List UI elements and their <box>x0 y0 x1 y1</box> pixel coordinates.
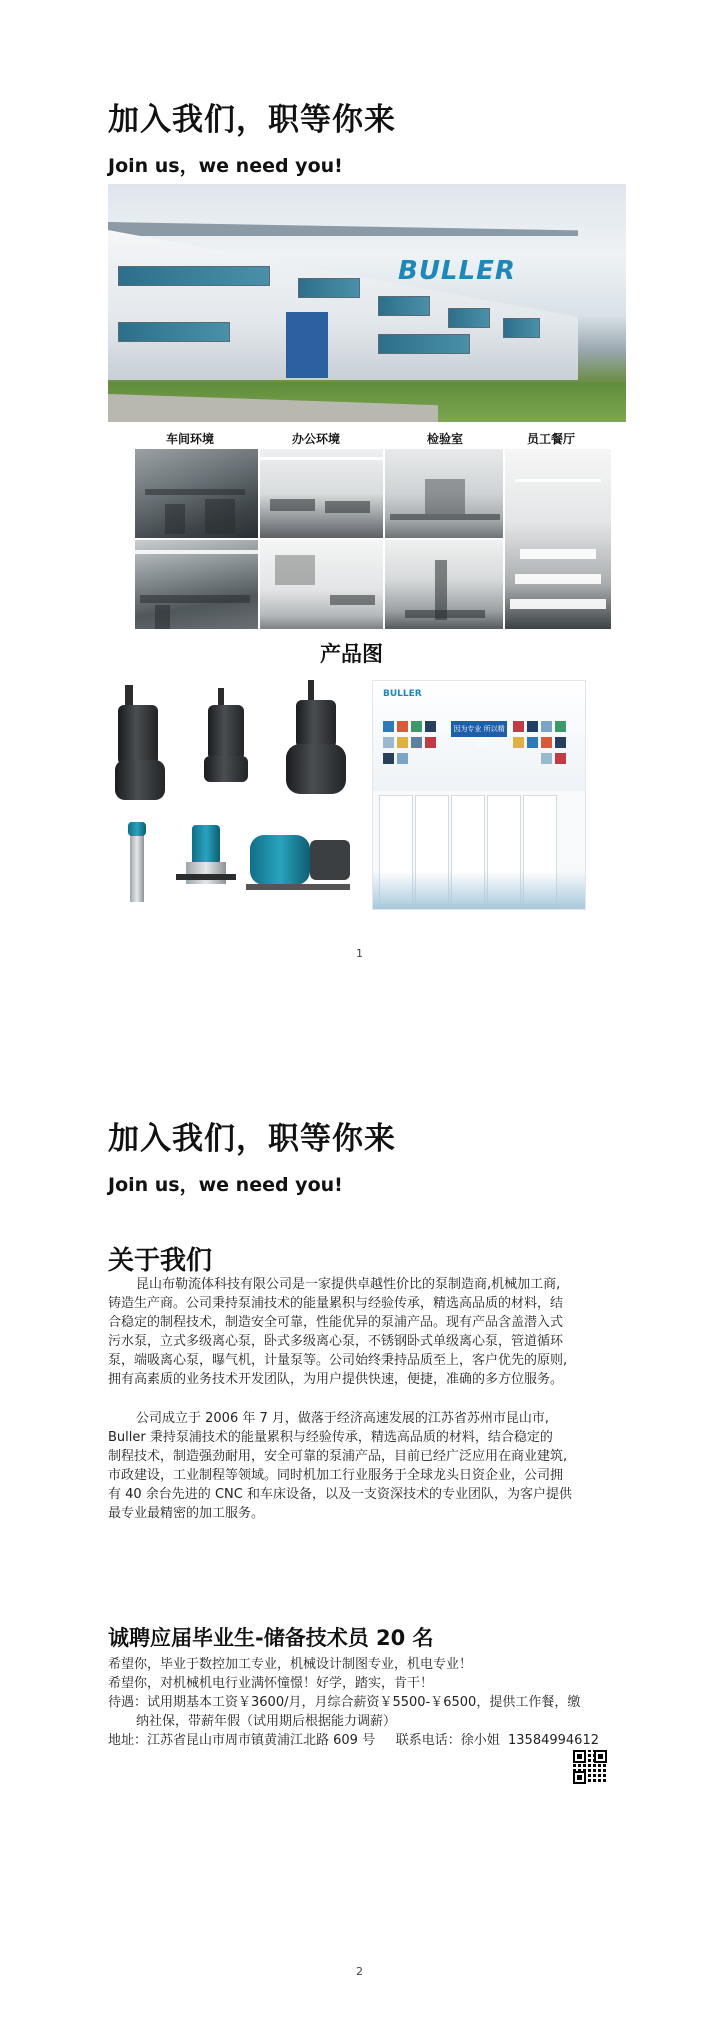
recruitment-details <box>108 1655 628 1750</box>
recruit-line: 纳社保，带薪年假（试用期后根据能力调薪） <box>136 1714 397 1729</box>
brochure-logo: BULLER <box>383 689 422 699</box>
recruit-line: 希望你，毕业于数控加工专业，机械设计制图专业，机电专业！ <box>108 1657 473 1672</box>
about-paragraph-2 <box>108 1409 628 1523</box>
about-p2-line: Buller 秉持泵浦技术的能量累积与经验传承，精选高品质的材料，结合稳定的 <box>108 1430 553 1445</box>
buller-logo: BULLER <box>398 256 516 286</box>
products-title: 产品图 <box>320 642 383 666</box>
recruit-line: 待遇：试用期基本工资￥3600/月，月综合薪资￥5500-￥6500，提供工作餐，缴 <box>108 1695 581 1710</box>
category-label-lab: 检验室 <box>427 432 464 446</box>
recruitment-heading: 诚聘应届毕业生-储备技术员 20 名 <box>108 1626 434 1650</box>
about-paragraph-1 <box>108 1275 628 1389</box>
about-p2-line: 最专业最精密的加工服务。 <box>108 1506 265 1521</box>
about-p1-line: 拥有高素质的业务技术开发团队，为用户提供快速，便捷，准确的多方位服务。 <box>108 1372 564 1387</box>
page2-title: 加入我们，职等你来 <box>108 1121 396 1157</box>
category-label-office: 办公环境 <box>292 432 341 446</box>
about-p1-line: 昆山布勒流体科技有限公司是一家提供卓越性价比的泵制造商,机械加工商, <box>136 1277 561 1292</box>
page1-subtitle: Join us，we need you! <box>108 155 343 177</box>
category-label-workshop: 车间环境 <box>166 432 215 446</box>
about-p2-line: 市政建设，工业制程等领域。同时机加工行业服务于全球龙头日资企业，公司拥 <box>108 1468 564 1483</box>
category-label-canteen: 员工餐厅 <box>527 432 576 446</box>
product-brochure <box>372 680 586 910</box>
contact-address-line: 地址：江苏省昆山市周市镇黄浦江北路 609 号 联系电话：徐小姐 13584994612 <box>108 1733 599 1748</box>
about-p1-line: 铸造生产商。公司秉持泵浦技术的能量累积与经验传承，精选高品质的材料，结 <box>108 1296 564 1311</box>
about-p1-line: 泵，端吸离心泵，曝气机，计量泵等。公司始终秉持品质至上，客户优先的原则, <box>108 1353 568 1368</box>
office-photo-1 <box>260 449 383 538</box>
lab-photo-1 <box>385 449 503 538</box>
page2-subtitle: Join us，we need you! <box>108 1174 343 1196</box>
office-photo-2 <box>260 540 383 629</box>
page-number-2: 2 <box>356 1965 363 1978</box>
qr-code-icon <box>573 1750 607 1784</box>
brochure-slogan: 因为专业 所以精彩 <box>451 721 507 737</box>
canteen-photo <box>505 449 611 629</box>
about-us-heading: 关于我们 <box>108 1246 213 1276</box>
about-p2-line: 制程技术，制造强劲耐用，安全可靠的泵浦产品，目前已经广泛应用在商业建筑, <box>108 1449 568 1464</box>
about-p1-line: 合稳定的制程技术，制造安全可靠，性能优异的泵浦产品。现有产品含盖潜入式 <box>108 1315 564 1330</box>
about-p2-line: 有 40 余台先进的 CNC 和车床设备，以及一支资深技术的专业团队，为客户提供 <box>108 1487 572 1502</box>
factory-photo <box>108 184 626 422</box>
page1-title: 加入我们，职等你来 <box>108 102 396 138</box>
workshop-photo-1 <box>135 449 258 538</box>
workshop-photo-2 <box>135 540 258 629</box>
about-p2-line: 公司成立于 2006 年 7 月，做落于经济高速发展的江苏省苏州市昆山市, <box>136 1411 550 1426</box>
lab-photo-2 <box>385 540 503 629</box>
page-number-1: 1 <box>356 947 363 960</box>
recruit-line: 希望你，对机械机电行业满怀憧憬！好学，踏实，肯干！ <box>108 1676 434 1691</box>
about-p1-line: 污水泵，立式多级离心泵，卧式多级离心泵，不锈钢卧式单级离心泵，管道循环 <box>108 1334 564 1349</box>
